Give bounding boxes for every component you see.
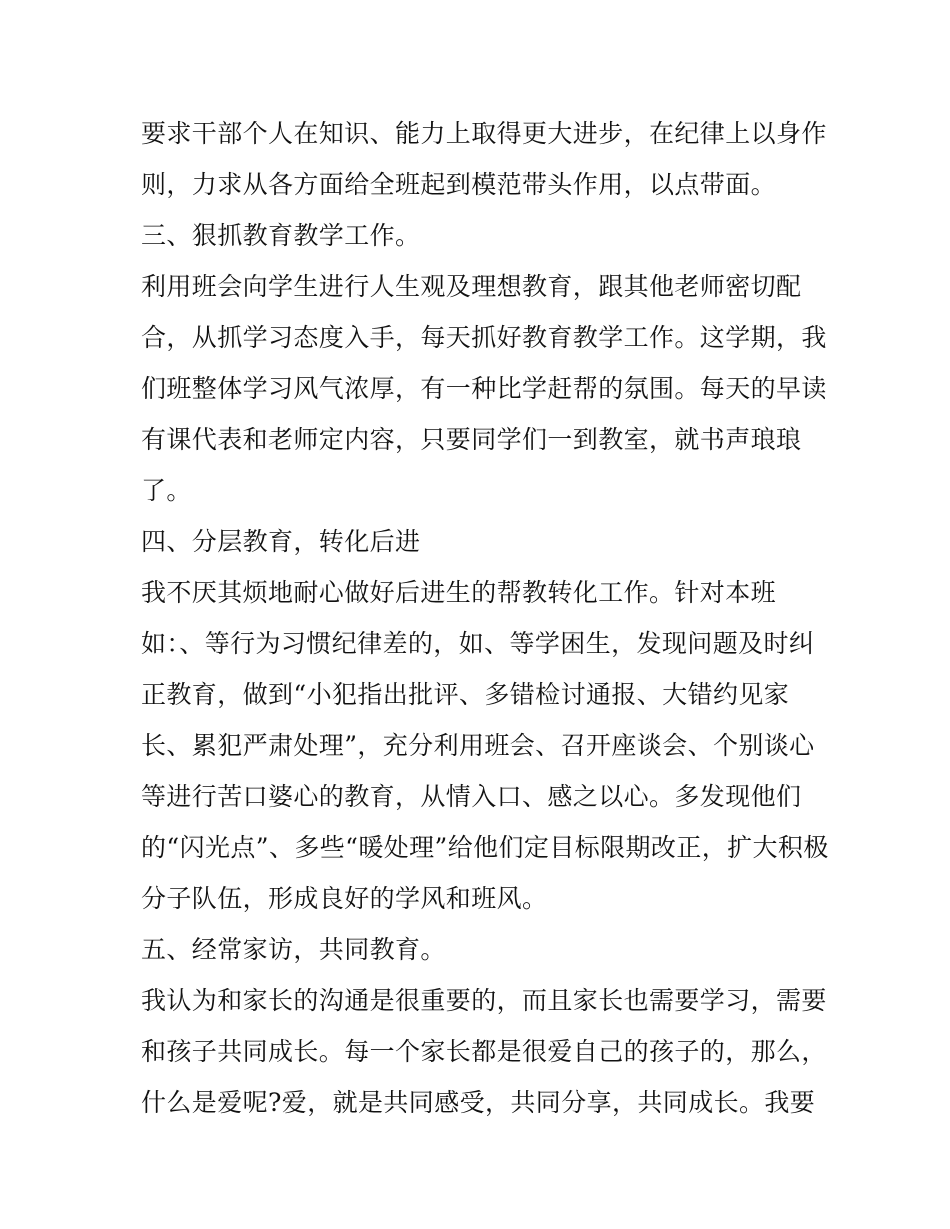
- text-line: 长、累犯严肃处理”，充分利用班会、召开座谈会、个别谈心: [141, 731, 815, 760]
- text-line: 要求干部个人在知识、能力上取得更大进步，在纪律上以身作: [141, 119, 827, 148]
- text-line: 利用班会向学生进行人生观及理想教育，跟其他老师密切配: [141, 272, 802, 301]
- text-line: 了。: [141, 476, 192, 505]
- text-line: 和孩子共同成长。每一个家长都是很爱自己的孩子的，那么，: [141, 1037, 827, 1066]
- body-text: [141, 108, 829, 1128]
- text-line: 什么是爱呢?爱，就是共同感受，共同分享，共同成长。我要: [141, 1088, 816, 1117]
- text-line: 有课代表和老师定内容，只要同学们一到教室，就书声琅琅: [141, 425, 802, 454]
- text-line: 我认为和家长的沟通是很重要的，而且家长也需要学习，需要: [141, 986, 827, 1015]
- section-heading: 三、狠抓教育教学工作。: [141, 221, 421, 250]
- text-line: 的“闪光点”、多些“暖处理”给他们定目标限期改正，扩大积极: [141, 833, 829, 862]
- text-line: 则，力求从各方面给全班起到模范带头作用，以点带面。: [141, 170, 777, 199]
- text-line: 我不厌其烦地耐心做好后进生的帮教转化工作。针对本班: [141, 578, 777, 607]
- section-heading: 五、经常家访，共同教育。: [141, 935, 446, 964]
- section-heading: 四、分层教育，转化后进: [141, 527, 421, 556]
- text-line: 等进行苦口婆心的教育，从情入口、感之以心。多发现他们: [141, 782, 802, 811]
- text-line: 们班整体学习风气浓厚，有一种比学赶帮的氛围。每天的早读: [141, 374, 827, 403]
- text-line: 合，从抓学习态度入手，每天抓好教育教学工作。这学期，我: [141, 323, 827, 352]
- text-line: 如：、等行为习惯纪律差的，如、等学困生，发现问题及时纠: [141, 629, 815, 658]
- text-line: 正教育，做到“小犯指出批评、多错检讨通报、大错约见家: [141, 680, 790, 709]
- text-line: 分子队伍，形成良好的学风和班风。: [141, 884, 548, 913]
